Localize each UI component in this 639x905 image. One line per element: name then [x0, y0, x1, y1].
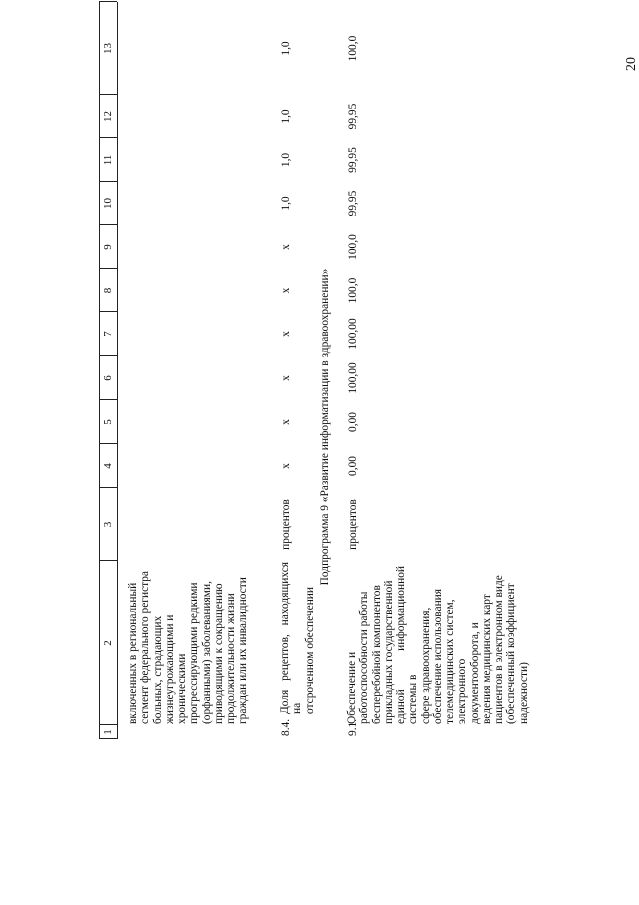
text-line: телемедицинских систем, [444, 599, 456, 724]
value-9-1-col5: 0,00 [347, 412, 359, 432]
text-line: прикладных государственной [382, 580, 395, 724]
value-9-1-col4: 0,00 [347, 456, 359, 476]
value-8-4-col5: x [280, 419, 292, 425]
text-line: больных, страдающих [151, 615, 164, 724]
column-header-4: 4 [102, 463, 114, 469]
column-header-5: 5 [102, 419, 114, 425]
row-number-9-1: 9.1. [347, 718, 359, 736]
column-header-3: 3 [102, 521, 114, 528]
text-line: бесперебойной компонентов [370, 585, 383, 724]
text-line: обеспечение использования [431, 589, 444, 724]
text-line: пациентов в электронном виде [493, 575, 505, 724]
value-9-1-col11: 99,95 [347, 147, 359, 173]
value-8-4-col10: 1,0 [280, 196, 292, 211]
page-number: 20 [624, 57, 639, 71]
value-9-1-col12: 99,95 [347, 103, 359, 130]
value-8-4-col7: x [280, 331, 292, 337]
table-header-bottom-border [117, 2, 118, 739]
indicator-name-9-1 [346, 566, 530, 724]
value-8-4-col11: 1,0 [280, 152, 292, 168]
column-header-12: 12 [102, 111, 114, 122]
text-line: электронного [456, 658, 469, 724]
value-9-1-col8: 100,0 [347, 277, 359, 304]
column-header-13: 13 [102, 43, 114, 54]
subprogram-title: Подпрограмма 9 «Развитие информатизации в здравоохранении» [319, 268, 331, 586]
value-8-4-col6: x [280, 375, 292, 381]
text-line: прогрессирующими редкими [188, 582, 201, 724]
column-header-1: 1 [102, 729, 114, 735]
text-line: работоспособности работы [358, 591, 371, 724]
value-9-1-col6: 100,00 [347, 362, 359, 394]
value-9-1-col9: 100,0 [347, 234, 359, 260]
text-line: граждан или их инвалидности [237, 577, 250, 724]
value-8-4-col8: x [280, 287, 292, 294]
text-line: ведения медицинских карт [480, 594, 493, 724]
text-line: жизнеугрожающими и [163, 614, 176, 724]
text-line: отсроченном обеспечении [303, 587, 316, 714]
unit-8-4: процентов [280, 499, 292, 550]
value-8-4-col12: 1,0 [280, 109, 292, 124]
row-number-8-4: 8.4. [280, 718, 292, 736]
value-9-1-col7: 100,00 [347, 318, 359, 350]
text-line: Доля рецептов, находящихся на [279, 562, 304, 714]
text-line: единой информационной системы в [395, 566, 420, 724]
value-8-4-col9: x [280, 244, 292, 250]
column-header-7: 7 [102, 331, 114, 337]
text-line: приводящими к сокращению [212, 583, 225, 724]
unit-9-1: процентов [347, 499, 359, 550]
text-line: документооборота, и [468, 622, 481, 724]
value-9-1-col13: 100,0 [347, 35, 359, 62]
value-9-1-col10: 99,95 [347, 190, 359, 217]
text-line: (обеспеченный коэффициент [505, 583, 518, 724]
value-8-4-col13: 1,0 [280, 41, 292, 56]
landscape-page [1, 2, 581, 852]
text-line: надежности) [517, 662, 530, 724]
column-header-11: 11 [102, 154, 114, 166]
column-header-9: 9 [102, 244, 114, 250]
text-line: Обеспечение и [346, 651, 358, 724]
column-header-6: 6 [102, 375, 114, 381]
indicator-name-8-4 [279, 562, 316, 714]
column-header-2: 2 [102, 640, 114, 646]
text-line: включенных в региональный [127, 582, 139, 724]
text-line: хроническими [176, 653, 188, 724]
text-line: (орфанными) заболеваниями, [200, 581, 213, 724]
value-8-4-col4: x [280, 463, 292, 469]
column-header-8: 8 [102, 287, 114, 294]
text-line: сфере здравоохранения, [419, 607, 432, 724]
column-header-10: 10 [102, 198, 114, 209]
text-line: продолжительности жизни [225, 593, 237, 724]
indicator-name-continuation [127, 566, 250, 724]
text-line: сегмент федерального регистра [139, 571, 152, 724]
